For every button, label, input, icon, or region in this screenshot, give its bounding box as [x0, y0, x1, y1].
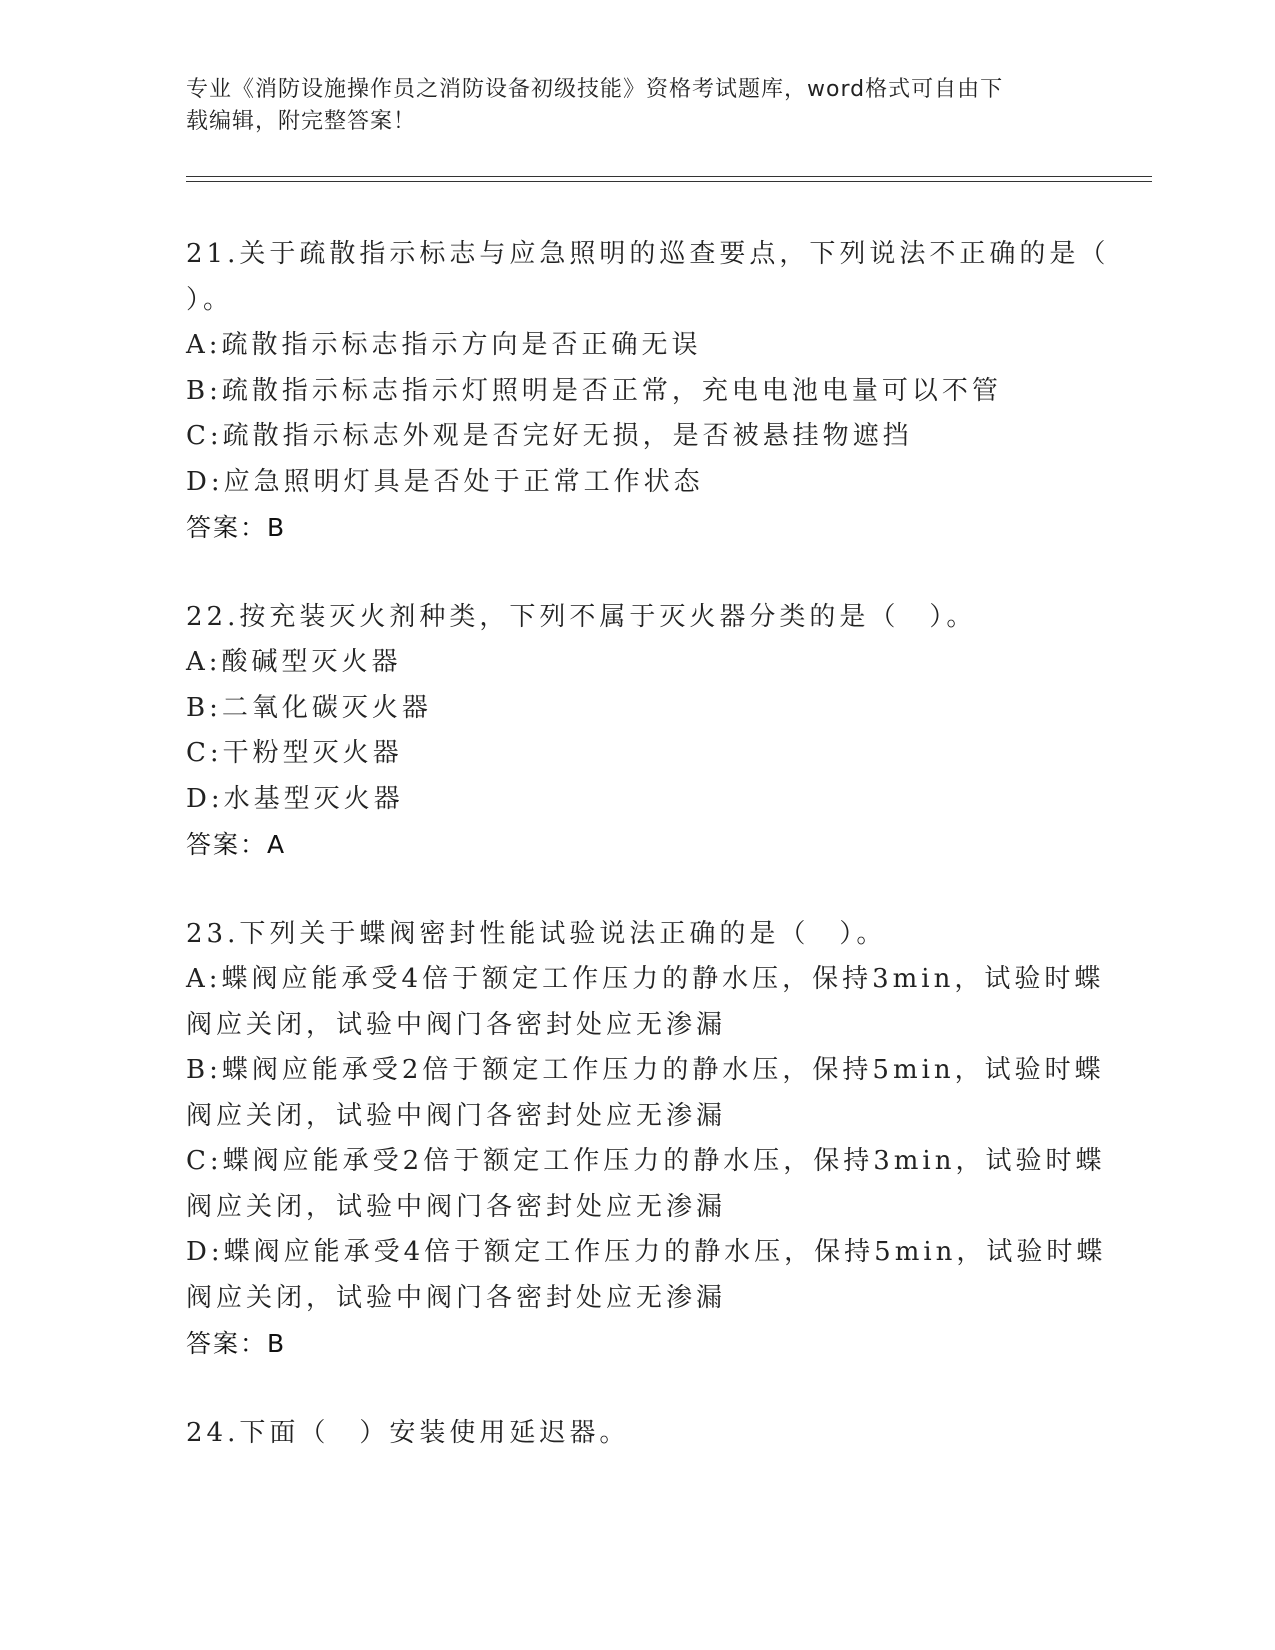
- document-header: [186, 74, 1066, 138]
- question-21: [186, 232, 1110, 551]
- question-list: [186, 232, 1110, 1456]
- header-line-2: 载编辑，附完整答案！: [186, 109, 417, 134]
- question-stem-continued: ）。: [186, 284, 234, 315]
- option-d: D:水基型灭火器: [186, 783, 404, 814]
- answer-label: 答案：A: [186, 830, 287, 859]
- option-a: A:蝶阀应能承受4倍于额定工作压力的静水压，保持3min，试验时蝶: [186, 964, 1105, 994]
- option-d-continued: 阀应关闭，试验中阀门各密封处应无渗漏: [186, 1282, 727, 1313]
- question-stem: 22.按充装灭火剂种类，下列不属于灭火器分类的是（ ）。: [186, 601, 977, 632]
- option-b-continued: 阀应关闭，试验中阀门各密封处应无渗漏: [186, 1100, 727, 1131]
- option-b: B:蝶阀应能承受2倍于额定工作压力的静水压，保持5min，试验时蝶: [186, 1055, 1105, 1085]
- question-stem: 21.关于疏散指示标志与应急照明的巡查要点，下列说法不正确的是（: [186, 239, 1110, 269]
- answer-label: 答案：B: [186, 513, 287, 542]
- question-spacer: [186, 1367, 1086, 1411]
- header-divider-top: [186, 176, 1152, 177]
- question-stem: 24.下面（ ）安装使用延迟器。: [186, 1417, 630, 1448]
- question-spacer: [186, 551, 1086, 595]
- question-stem: 23.下列关于蝶阀密封性能试验说法正确的是（ ）。: [186, 918, 887, 949]
- option-a: A:酸碱型灭火器: [186, 647, 402, 677]
- question-23: [186, 912, 1107, 1367]
- option-d: D:应急照明灯具是否处于正常工作状态: [186, 466, 704, 497]
- option-b: B:疏散指示标志指示灯照明是否正常，充电电池电量可以不管: [186, 375, 1002, 406]
- header-divider-bottom: [186, 181, 1152, 182]
- option-a: A:疏散指示标志指示方向是否正确无误: [186, 330, 702, 360]
- answer-label: 答案：B: [186, 1329, 287, 1358]
- option-d: D:蝶阀应能承受4倍于额定工作压力的静水压，保持5min，试验时蝶: [186, 1237, 1107, 1267]
- question-24: [186, 1411, 1086, 1457]
- option-a-continued: 阀应关闭，试验中阀门各密封处应无渗漏: [186, 1009, 727, 1040]
- header-line-1: 专业《消防设施操作员之消防设备初级技能》资格考试题库，word格式可自由下: [186, 77, 1004, 102]
- question-22: [186, 595, 1086, 868]
- option-c: C:蝶阀应能承受2倍于额定工作压力的静水压，保持3min，试验时蝶: [186, 1146, 1106, 1176]
- option-c: C:疏散指示标志外观是否完好无损，是否被悬挂物遮挡: [186, 421, 913, 451]
- option-c: C:干粉型灭火器: [186, 738, 403, 768]
- option-b: B:二氧化碳灭火器: [186, 692, 432, 723]
- question-spacer: [186, 868, 1086, 912]
- option-c-continued: 阀应关闭，试验中阀门各密封处应无渗漏: [186, 1191, 727, 1222]
